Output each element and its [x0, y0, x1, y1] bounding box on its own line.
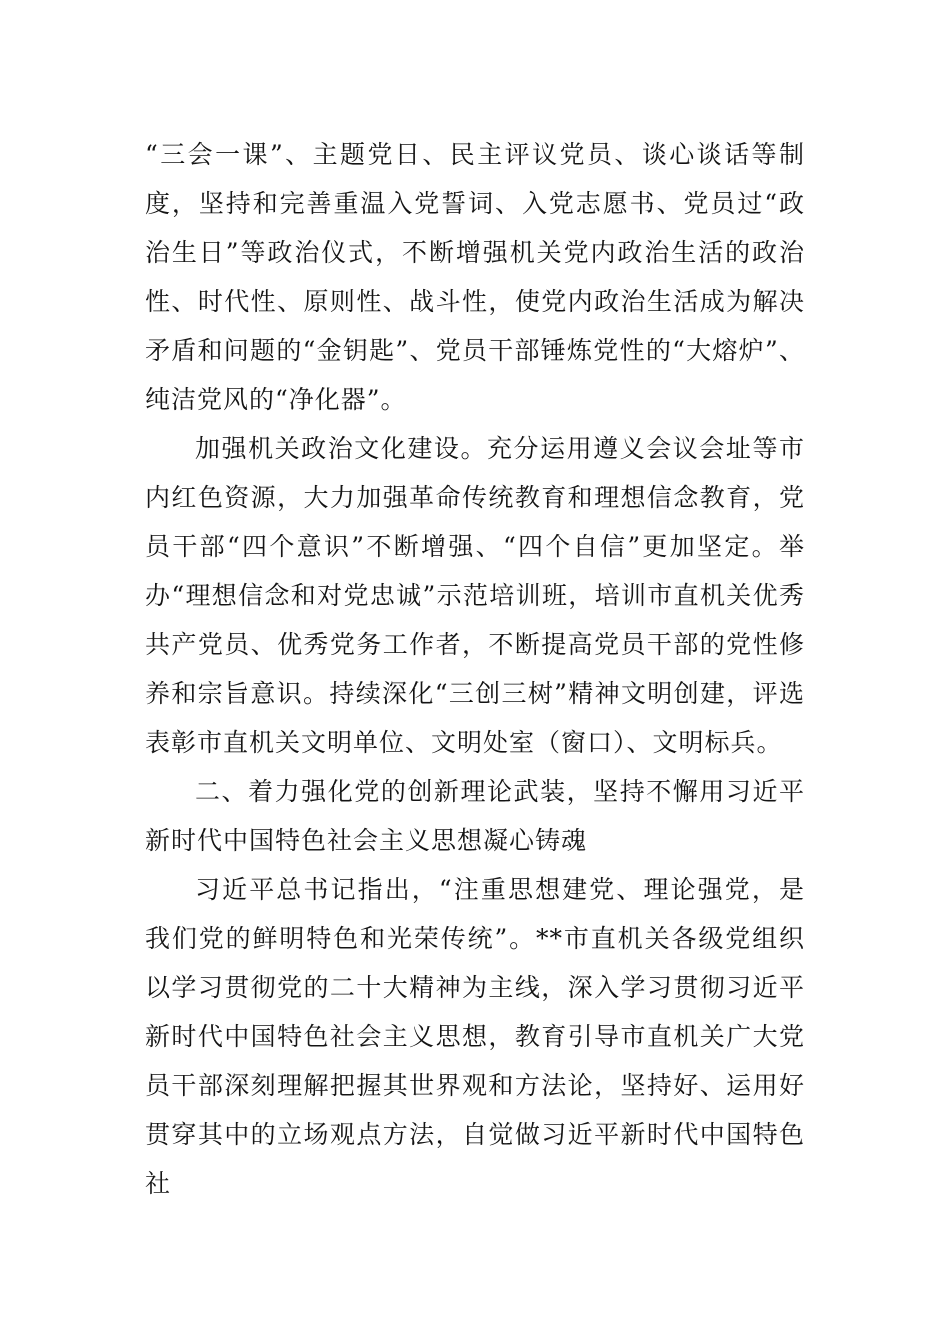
paragraph-political-life: “三会一课”、主题党日、民主评议党员、谈心谈话等制度，坚持和完善重温入党誓词、入党志愿书、党员过“政治生日”等政治仪式，不断增强机关党内政治生活的政治性、时代性、原则性、战斗性，使党内政治生活成为解决矛盾和问题的“金钥匙”、党员干部锤炼党性的“大熔炉”、纯洁党风的“净化器”。 [145, 140, 805, 414]
paragraph-political-culture: 加强机关政治文化建设。充分运用遵义会议会址等市内红色资源，大力加强革命传统教育和理想信念教育，党员干部“四个意识”不断增强、“四个自信”更加坚定。举办“理想信念和对党忠诚”示范培训班，培训市直机关优秀共产党员、优秀党务工作者，不断提高党员干部的党性修养和宗旨意识。持续深化“三创三树”精神文明创建，评选表彰市直机关文明单位、文明处室（窗口）、文明标兵。 [145, 434, 805, 757]
section-heading-theory: 二、着力强化党的创新理论武装，坚持不懈用习近平新时代中国特色社会主义思想凝心铸魂 [145, 777, 805, 855]
document-body [145, 130, 805, 1208]
paragraph-theory-arming: 习近平总书记指出，“注重思想建党、理论强党，是我们党的鲜明特色和光荣传统”。**市直机关各级党组织以学习贯彻党的二十大精神为主线，深入学习贯彻习近平新时代中国特色社会主义思想，教育引导市直机关广大党员干部深刻理解把握其世界观和方法论，坚持好、运用好贯穿其中的立场观点方法，自觉做习近平新时代中国特色社 [145, 875, 805, 1198]
